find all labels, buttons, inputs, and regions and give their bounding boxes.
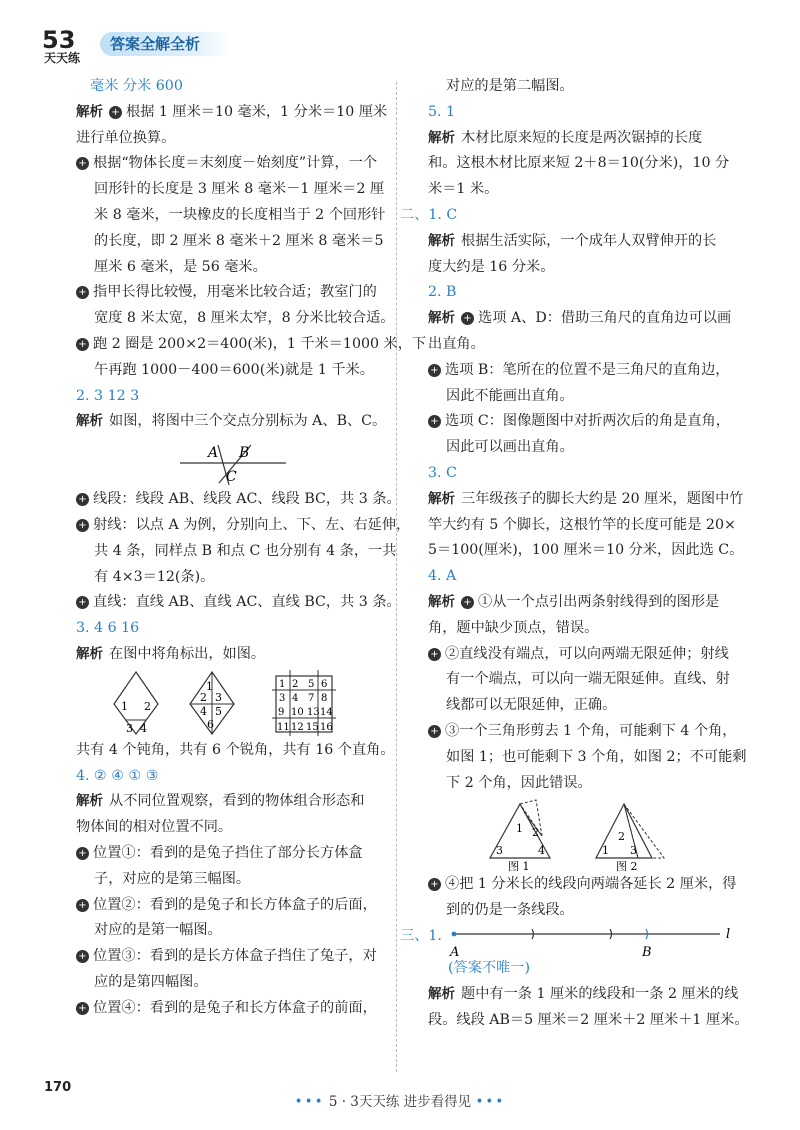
angle-label: 10 xyxy=(291,706,304,718)
text-line: 因此可以画出直角。 xyxy=(446,439,574,456)
text-line: 物体间的相对位置不同。 xyxy=(76,819,233,836)
angle-label: 13 xyxy=(307,706,320,718)
angle-label: 3 xyxy=(279,692,286,704)
figure-caption: 图 2 xyxy=(616,860,638,873)
header-title: 答案全解全析 xyxy=(100,32,232,56)
text-line: 厘米 6 毫米，是 56 毫米。 xyxy=(94,258,267,275)
text-line: 线都可以无限延伸，正确。 xyxy=(446,697,617,714)
angle-label: 3 xyxy=(126,721,133,735)
text-line: 的长度，即 2 厘米 8 毫米＋2 厘米 8 毫米＝5 xyxy=(94,232,384,249)
bullet-line: + 根据“物体长度＝末刻度－始刻度”计算，一个 xyxy=(76,151,376,177)
answer-line: 2. B xyxy=(428,284,457,301)
bullet-line: + 直线：直线 AB、直线 AC、直线 BC，共 3 条。 xyxy=(76,590,376,616)
bullet-line: + 位置①：看到的是兔子挡住了部分长方体盒 xyxy=(76,841,376,867)
point-c-label: C xyxy=(226,469,237,486)
number-line-figure xyxy=(448,926,740,964)
bullet-line: + ②直线没有端点，可以向两端无限延伸；射线 xyxy=(428,642,740,668)
angle-label: 3 xyxy=(630,844,637,858)
angle-label: 6 xyxy=(321,678,328,690)
line-l-label: l xyxy=(726,926,731,942)
answer-line: 2. 3 12 3 xyxy=(76,387,140,404)
text-line: 进行单位换算。 xyxy=(76,129,176,146)
angle-label: 1 xyxy=(602,844,609,858)
answer-line: 3. C xyxy=(428,464,457,481)
angle-label: 9 xyxy=(278,706,285,718)
angle-label: 1 xyxy=(516,822,523,836)
angle-label: 4 xyxy=(140,721,147,735)
text-line: 对应的是第二幅图。 xyxy=(446,78,574,94)
text-line: 出直角。 xyxy=(428,335,485,352)
angle-label: 1 xyxy=(279,678,286,690)
analysis-line: 解析 + 根据 1 厘米＝10 毫米，1 分米＝10 厘米 xyxy=(76,103,388,120)
text-line: 段。线段 AB＝5 厘米＝2 厘米＋2 厘米＋1 厘米。 xyxy=(428,1011,749,1028)
bullet-line: + 跑 2 圈是 200×2＝400(米)，1 千米＝1000 米，下 xyxy=(76,332,376,358)
logo-number: 53 xyxy=(42,26,76,54)
text-line: 共有 4 个钝角，共有 6 个锐角，共有 16 个直角。 xyxy=(76,741,395,758)
intersect-lines-figure xyxy=(76,435,376,487)
footer-text: 5 · 3天天练 进步看得见 xyxy=(328,1094,472,1110)
angle-label: 1 xyxy=(206,679,213,693)
analysis-line: 解析 从不同位置观察，看到的物体组合形态和 xyxy=(76,793,365,810)
angle-label: 16 xyxy=(320,721,333,733)
text-line: 度大约是 16 分米。 xyxy=(428,258,555,275)
section-answer: 三、1. xyxy=(400,927,442,944)
angle-label: 7 xyxy=(308,692,315,704)
column-divider xyxy=(396,82,397,1072)
angle-label: 5 xyxy=(308,678,315,690)
answer-line: 4. A xyxy=(428,568,457,585)
angle-label: 8 xyxy=(321,692,328,704)
analysis-line: 解析 三年级孩子的脚长大约是 20 厘米，题图中竹 xyxy=(428,490,744,507)
text-line: 因此不能画出直角。 xyxy=(446,387,574,404)
answer-line: 4. ② ④ ① ③ xyxy=(76,767,159,784)
angle-label: 6 xyxy=(207,717,214,731)
angle-label: 12 xyxy=(291,721,304,733)
text-line: 角，题中缺少顶点，错误。 xyxy=(428,619,599,636)
angle-label: 4 xyxy=(292,692,299,704)
point-b-label: B xyxy=(642,944,652,960)
answer-line: 5. 1 xyxy=(428,103,456,120)
footer-dots: ••• xyxy=(475,1094,506,1110)
angle-label: 3 xyxy=(215,690,222,704)
right-column xyxy=(400,74,749,1033)
figure-caption: 图 1 xyxy=(508,860,530,873)
point-b-label: B xyxy=(239,445,250,462)
text-line: 5＝100(厘米)，100 厘米＝10 分米，因此选 C。 xyxy=(428,542,744,559)
angle-label: 4 xyxy=(200,704,207,718)
analysis-line: 解析 题中有一条 1 厘米的线段和一条 2 厘米的线 xyxy=(428,985,739,1002)
text-line: 应的是第四幅图。 xyxy=(94,973,208,990)
page-number: 170 xyxy=(44,1080,72,1095)
text-line: 米 8 毫米，一块橡皮的长度相当于 2 个回形针 xyxy=(94,206,386,223)
angle-label: 1 xyxy=(121,699,128,713)
section-three-line xyxy=(400,924,740,960)
bullet-line: + 线段：线段 AB、线段 AC、线段 BC，共 3 条。 xyxy=(76,487,376,513)
bullet-line: + 位置③：看到的是长方体盒子挡住了兔子，对 xyxy=(76,944,376,970)
angle-label: 2 xyxy=(144,699,151,713)
analysis-line: 解析 根据生活实际，一个成年人双臂伸开的长 xyxy=(428,232,717,249)
triangles-figure xyxy=(428,796,740,872)
bullet-line: + ③一个三角形剪去 1 个角，可能剩下 4 个角， xyxy=(428,719,740,745)
point-a-label: A xyxy=(450,944,460,960)
angle-label: 11 xyxy=(277,721,290,733)
angle-label: 15 xyxy=(306,721,319,733)
bullet-line: + 射线：以点 A 为例，分别向上、下、左、右延伸， xyxy=(76,513,376,539)
text-line: 共 4 条，同样点 B 和点 C 也分别有 4 条，一共 xyxy=(94,542,397,559)
bullet-line: + 指甲长得比较慢，用毫米比较合适；教室门的 xyxy=(76,280,376,306)
angles-figure xyxy=(76,668,376,738)
angle-label: 2 xyxy=(200,690,207,704)
angle-label: 14 xyxy=(320,706,333,718)
text-line: 有 4×3＝12(条)。 xyxy=(94,568,215,585)
bullet-line: + 选项 C：图像题图中对折两次后的角是直角， xyxy=(428,409,740,435)
text-line: 如图 1；也可能剩下 3 个角，如图 2；不可能剩 xyxy=(446,748,747,765)
text-line: 和。这根木材比原来短 2＋8＝10(分米)，10 分 xyxy=(428,155,730,172)
bullet-line: + ④把 1 分米长的线段向两端各延长 2 厘米，得 xyxy=(428,872,740,898)
angle-label: 4 xyxy=(538,844,545,858)
angle-label: 3 xyxy=(496,844,503,858)
brand-logo xyxy=(40,24,98,64)
answer-units: 毫米 分米 600 xyxy=(90,78,183,94)
analysis-line: 解析 木材比原来短的长度是两次锯掉的长度 xyxy=(428,129,703,146)
analysis-line: 解析 如图，将图中三个交点分别标为 A、B、C。 xyxy=(76,413,387,430)
text-line: 对应的是第一幅图。 xyxy=(94,922,222,939)
analysis-line: 解析 在图中将角标出，如图。 xyxy=(76,645,266,662)
angle-label: 2 xyxy=(618,830,625,844)
text-line: 米＝1 米。 xyxy=(428,181,499,198)
footer-slogan xyxy=(0,1090,800,1110)
text-line: 子，对应的是第三幅图。 xyxy=(94,870,251,887)
text-line: 宽度 8 米太宽，8 厘米太窄，8 分米比较合适。 xyxy=(94,310,395,327)
bullet-line: + 位置④：看到的是兔子和长方体盒子的前面， xyxy=(76,996,376,1022)
analysis-line: 解析 + 选项 A、D：借助三角尺的直角边可以画 xyxy=(428,310,732,327)
analysis-line: 解析 + ①从一个点引出两条射线得到的图形是 xyxy=(428,593,720,610)
logo-subtext: 天天练 xyxy=(44,51,81,64)
angle-label: 2 xyxy=(292,678,299,690)
answer-note: (答案不唯一) xyxy=(448,959,531,976)
text-line: 有一个端点，可以向一端无限延伸。直线、射 xyxy=(446,671,730,688)
text-line: 午再跑 1000－400＝600(米)就是 1 千米。 xyxy=(94,361,374,378)
text-line: 竿大约有 5 个脚长，这根竹竿的长度可能是 20× xyxy=(428,516,736,533)
bullet-line: + 位置②：看到的是兔子和长方体盒子的后面， xyxy=(76,893,376,919)
text-line: 下 2 个角，因此错误。 xyxy=(446,774,592,791)
text-line: 回形针的长度是 3 厘米 8 毫米－1 厘米＝2 厘 xyxy=(94,181,385,198)
answer-line: 3. 4 6 16 xyxy=(76,620,140,637)
point-a-label: A xyxy=(208,445,219,462)
section-answer: 二、1. C xyxy=(400,206,458,223)
angle-label: 5 xyxy=(215,704,222,718)
angle-label: 2 xyxy=(532,826,539,840)
bullet-line: + 选项 B：笔所在的位置不是三角尺的直角边， xyxy=(428,358,740,384)
footer-dots: ••• xyxy=(294,1094,325,1110)
text-line: 到的仍是一条线段。 xyxy=(446,902,574,919)
